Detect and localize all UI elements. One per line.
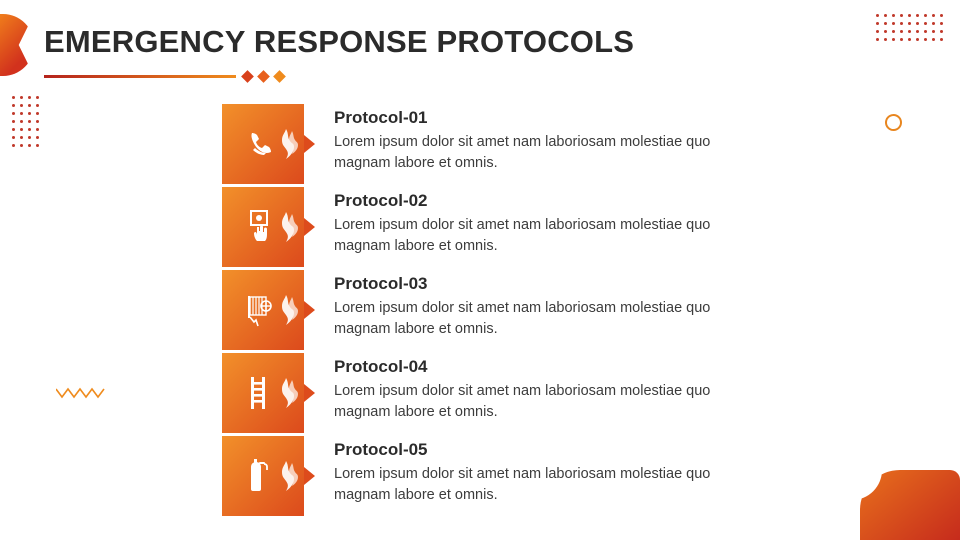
- flame-icon: [280, 461, 298, 491]
- diamond-accent-1: [241, 70, 254, 83]
- protocol-description: Lorem ipsum dolor sit amet nam laboriosam molestiae quo magnam labore et omnis.: [334, 134, 711, 172]
- list-item[interactable]: [222, 436, 722, 516]
- protocol-title: Protocol-03: [334, 274, 428, 293]
- diamond-accent-3: [273, 70, 286, 83]
- list-item[interactable]: [222, 353, 722, 433]
- emergency-phone-icon: [243, 124, 283, 164]
- fire-extinguisher-icon: [243, 456, 283, 496]
- zigzag-decoration: [56, 386, 108, 400]
- list-item[interactable]: [222, 270, 722, 350]
- fire-ladder-icon: [243, 373, 283, 413]
- protocol-icon-tile: [222, 270, 304, 350]
- protocol-description: Lorem ipsum dolor sit amet nam laboriosam molestiae quo magnam labore et omnis.: [334, 383, 711, 421]
- page-title: EMERGENCY RESPONSE PROTOCOLS: [44, 24, 635, 59]
- protocol-title: Protocol-01: [334, 108, 428, 127]
- diamond-accent-2: [257, 70, 270, 83]
- protocol-description: Lorem ipsum dolor sit amet nam laboriosam molestiae quo magnam labore et omnis.: [334, 300, 711, 338]
- bottom-right-corner-shape: [860, 470, 960, 540]
- protocol-icon-tile: [222, 104, 304, 184]
- protocol-title: Protocol-05: [334, 440, 428, 459]
- left-corner-arrow-shape: [0, 14, 34, 76]
- header: [44, 24, 920, 81]
- tile-arrow-icon: [304, 301, 315, 319]
- dot-grid-left: [12, 96, 42, 158]
- protocol-text: [304, 270, 714, 341]
- fire-hose-reel-icon: [242, 290, 284, 330]
- tile-arrow-icon: [304, 467, 315, 485]
- protocol-description: Lorem ipsum dolor sit amet nam laboriosam molestiae quo magnam labore et omnis.: [334, 217, 711, 255]
- circle-outline-decoration: [885, 114, 902, 131]
- protocol-text: [304, 104, 714, 175]
- protocol-icon-tile: [222, 187, 304, 267]
- protocol-text: [304, 353, 714, 424]
- tile-arrow-icon: [304, 218, 315, 236]
- title-rule-line: [44, 75, 236, 78]
- protocol-text: [304, 436, 714, 507]
- fire-alarm-call-point-icon: [243, 207, 283, 247]
- protocol-description: Lorem ipsum dolor sit amet nam laboriosam molestiae quo magnam labore et omnis.: [334, 466, 711, 504]
- flame-icon: [280, 129, 298, 159]
- protocol-icon-tile: [222, 353, 304, 433]
- list-item[interactable]: [222, 104, 722, 184]
- tile-arrow-icon: [304, 135, 315, 153]
- flame-icon: [280, 212, 298, 242]
- bottom-right-corner-notch: [852, 470, 882, 500]
- list-item[interactable]: [222, 187, 722, 267]
- protocol-title: Protocol-04: [334, 357, 428, 376]
- tile-arrow-icon: [304, 384, 315, 402]
- flame-icon: [280, 295, 298, 325]
- protocol-text: [304, 187, 714, 258]
- flame-icon: [280, 378, 298, 408]
- title-underline: [44, 72, 284, 81]
- protocol-list: [222, 104, 722, 519]
- protocol-icon-tile: [222, 436, 304, 516]
- protocol-title: Protocol-02: [334, 191, 428, 210]
